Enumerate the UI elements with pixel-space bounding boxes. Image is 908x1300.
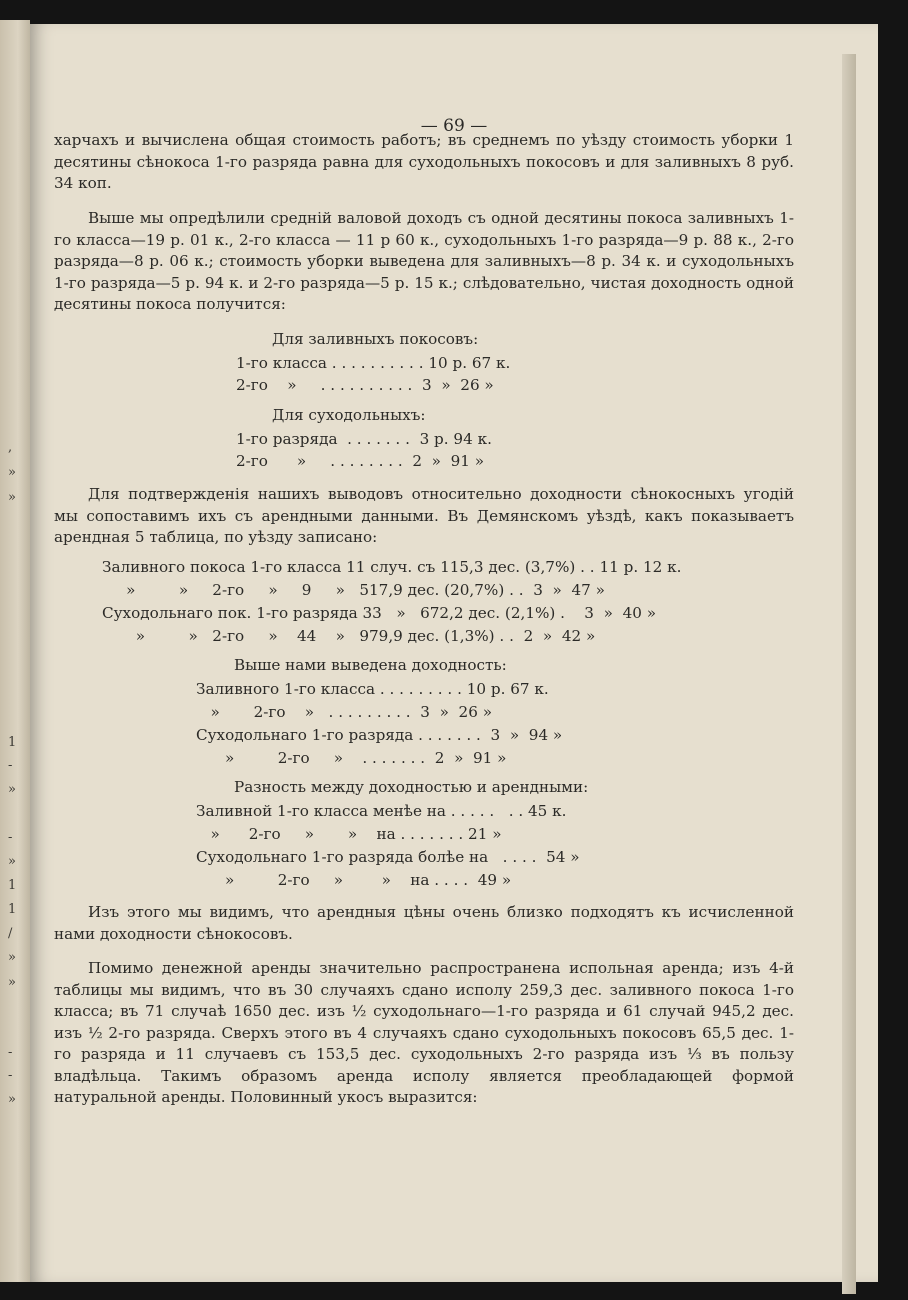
table1-row: 2-го » . . . . . . . . . . 3 » 26 » [236,376,494,394]
margin-mark: » [8,1092,16,1107]
margin-mark: » [8,782,16,797]
margin-mark: 1 [8,878,17,893]
book-page [30,24,878,1282]
margin-mark: » [8,465,16,480]
margin-mark: » [8,490,16,505]
table1-row: 1-го разряда . . . . . . . 3 р. 94 к. [236,430,492,448]
margin-mark: , [8,440,13,455]
table4-row: Суходольнаго 1-го разряда болѣе на . . . . 54 » [196,848,580,866]
table2-row: » » 2-го » 44 » 979,9 дес. (1,3%) . . 2 » 42 » [102,627,596,645]
table1-row: 2-го » . . . . . . . . 2 » 91 » [236,452,485,470]
paragraph-5: Помимо денежной аренды значительно распространена испольная аренда; изъ 4-й таблицы мы видимъ, что въ 30 случаяхъ сдано исполу 259,3 дес. заливного покоса 1-го класса; въ 71 случаѣ 1650 дес. изъ ½ суходольнаго—1-го разряда и 61 случай 945,2 дес. изъ ½ 2-го разряда. Сверхъ этого въ 4 случаяхъ сдано суходольныхъ покосовъ 65,5 дес. 1-го разряда и 11 случаевъ съ 153,5 дес. суходольныхъ 2-го разряда изъ ⅓ въ пользу владѣльца. Такимъ образомъ аренда исполу является преобладающей формой натуральной аренды. Половинный укосъ выразится: [54,959,794,1106]
table4-row: » 2-го » » на . . . . . . . 21 » [196,825,502,843]
table3-row: » 2-го » . . . . . . . . . 3 » 26 » [196,703,492,721]
table3-row: Суходольнаго 1-го разряда . . . . . . . 3 » 94 » [196,726,563,744]
margin-mark: - [8,1068,13,1083]
margin-mark: - [8,830,13,845]
table2-row: Заливного покоса 1-го класса 11 случ. съ 115,3 дес. (3,7%) . . 11 р. 12 к. [102,558,682,576]
paragraph-4: Изъ этого мы видимъ, что арендныя цѣны очень близко подходятъ къ исчисленной нами доходности сѣнокосовъ. [54,903,794,943]
page-number: — 69 — [420,116,488,136]
paragraph-3: Для подтвержденія нашихъ выводовъ относительно доходности сѣнокосныхъ угодій мы сопоставимъ ихъ съ арендными данными. Въ Демянскомъ уѣздѣ, какъ показываетъ арендная 5 таблица, по уѣзду записано: [54,485,794,546]
table1-heading-zalivnye: Для заливныхъ покосовъ: [272,330,479,348]
table3-row: Заливного 1-го класса . . . . . . . . . 10 р. 67 к. [196,680,549,698]
margin-mark: / [8,926,13,941]
paragraph-2: Выше мы опредѣлили средній валовой доходъ съ одной десятины покоса заливныхъ 1-го класса—19 р. 01 к., 2-го класса — 11 р 60 к., суходольныхъ 1-го разряда—9 р. 88 к., 2-го разряда—8 р. 06 к.; стоимость уборки выведена для заливныхъ—8 р. 34 к. и суходольныхъ 1-го разряда—5 р. 94 к. и 2-го разряда—5 р. 15 к.; слѣдовательно, чистая доходность одной десятины покоса получится: [54,209,794,313]
table3-heading: Выше нами выведена доходность: [234,656,507,674]
page-edge [842,54,856,1294]
margin-mark: - [8,758,13,773]
paragraph-1: харчахъ и вычислена общая стоимость работъ; въ среднемъ по уѣзду стоимость уборки 1 десятины сѣнокоса 1-го разряда равна для суходольныхъ покосовъ и для заливныхъ 8 руб. 34 коп. [54,131,794,192]
margin-mark: » [8,854,16,869]
margin-mark: 1 [8,902,17,917]
table4-row: Заливной 1-го класса менѣе на . . . . . . . 45 к. [196,802,567,820]
margin-mark: 1 [8,735,17,750]
table2-row: » » 2-го » 9 » 517,9 дес. (20,7%) . . 3 » 47 » [102,581,605,599]
table3-row: » 2-го » . . . . . . . 2 » 91 » [196,749,507,767]
margin-mark: » [8,950,16,965]
previous-page-edge [0,20,30,1282]
margin-mark: - [8,1045,13,1060]
table1-row: 1-го класса . . . . . . . . . . 10 р. 67 к. [236,354,511,372]
table2-row: Суходольнаго пок. 1-го разряда 33 » 672,2 дес. (2,1%) . 3 » 40 » [102,604,657,622]
margin-mark: » [8,975,16,990]
table4-heading: Разность между доходностью и арендными: [234,778,589,796]
table1-heading-suhodolnye: Для суходольныхъ: [272,406,426,424]
table4-row: » 2-го » » на . . . . 49 » [196,871,512,889]
